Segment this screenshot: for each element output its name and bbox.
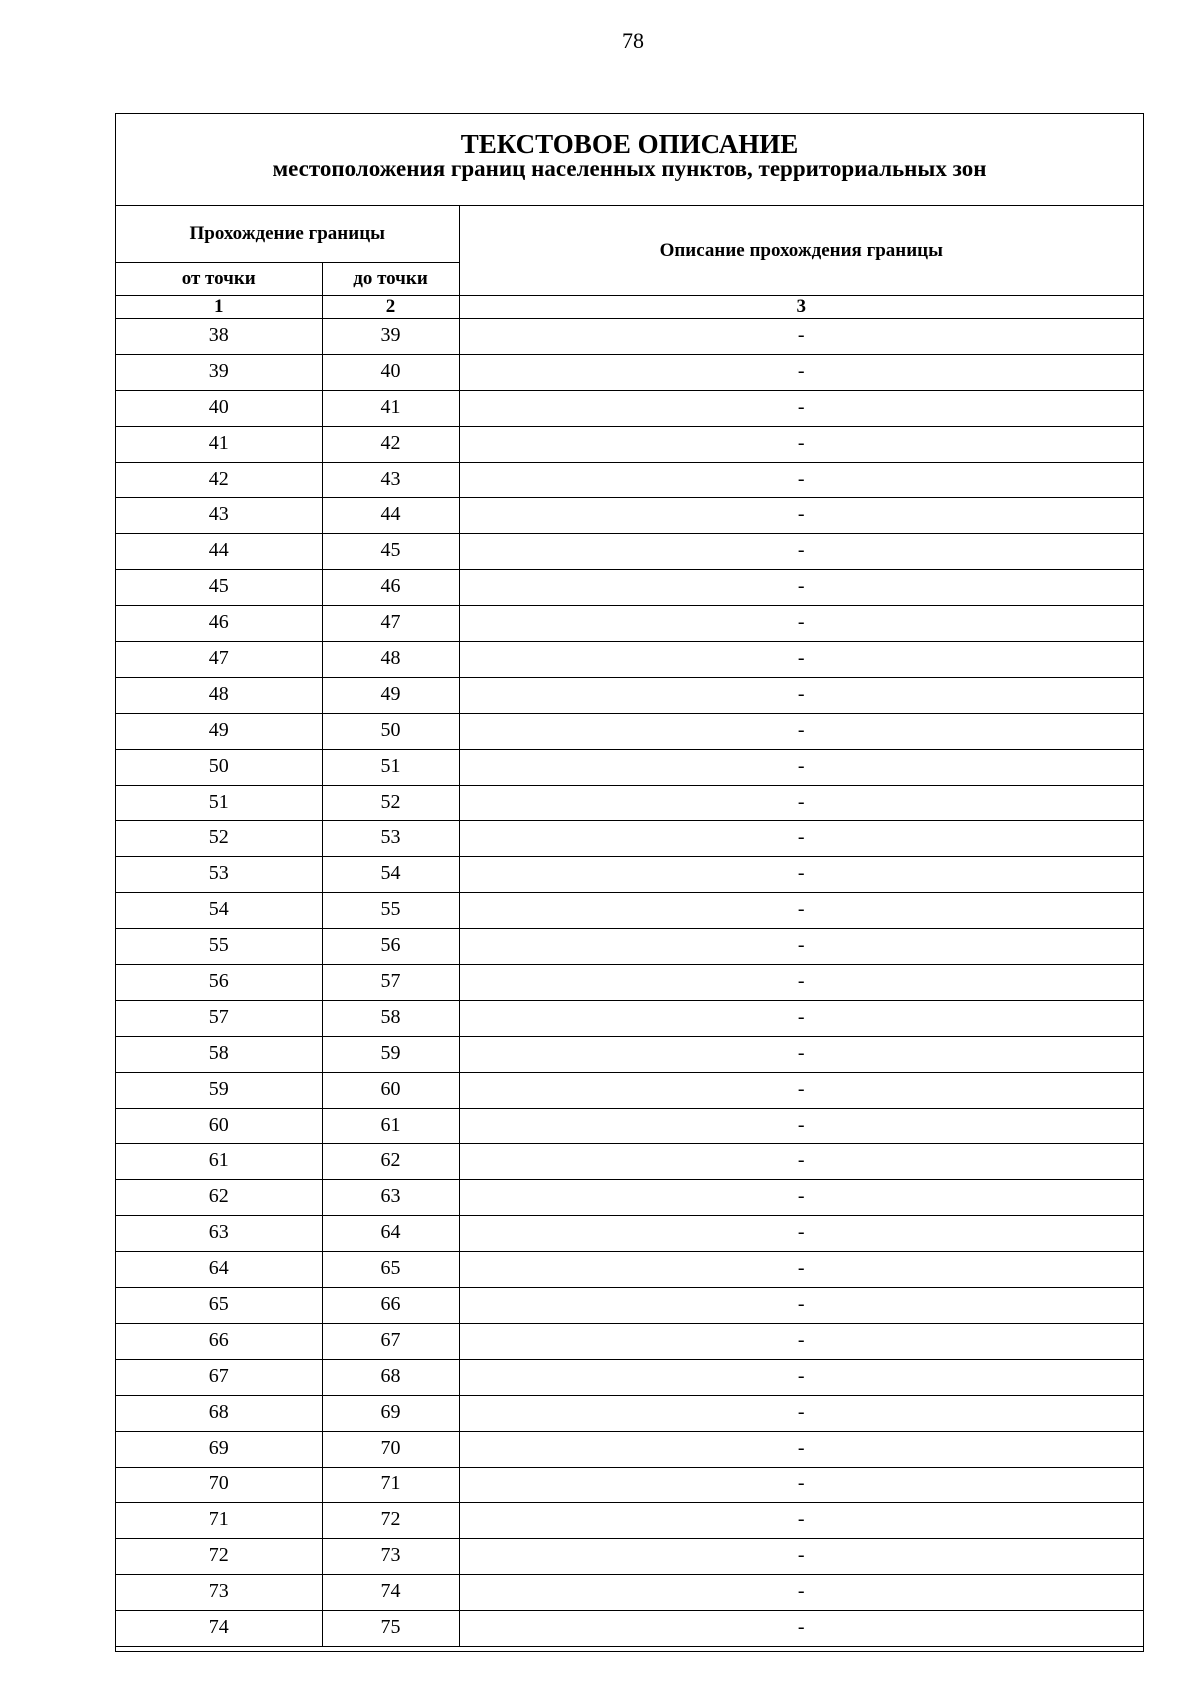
table-row [116,1395,1143,1431]
table-row [116,1000,1143,1036]
description-cell: - [459,785,1143,821]
table-row [116,534,1143,570]
table-row [116,1575,1143,1611]
to-point-cell: 62 [322,1144,459,1180]
to-point-cell: 42 [322,426,459,462]
description-cell: - [459,1323,1143,1359]
from-point-cell: 47 [116,642,322,678]
from-point-cell: 52 [116,821,322,857]
table-row [116,1036,1143,1072]
table-row [116,1611,1143,1646]
table-row [116,606,1143,642]
from-point-cell: 69 [116,1431,322,1467]
from-point-cell: 70 [116,1467,322,1503]
description-cell: - [459,1503,1143,1539]
to-point-cell: 70 [322,1431,459,1467]
table-row [116,498,1143,534]
to-point-cell: 72 [322,1503,459,1539]
table-row [116,749,1143,785]
description-cell: - [459,749,1143,785]
from-point-cell: 44 [116,534,322,570]
from-point-cell: 59 [116,1072,322,1108]
to-point-cell: 66 [322,1288,459,1324]
description-cell: - [459,462,1143,498]
description-cell: - [459,1575,1143,1611]
header-to-point: до точки [322,263,459,296]
table-row [116,785,1143,821]
description-cell: - [459,1000,1143,1036]
from-point-cell: 68 [116,1395,322,1431]
boundary-description-table [115,113,1144,1652]
from-point-cell: 60 [116,1108,322,1144]
table-row [116,1108,1143,1144]
table-row [116,1503,1143,1539]
table-row [116,1216,1143,1252]
description-cell: - [459,1072,1143,1108]
description-cell: - [459,1467,1143,1503]
table-row [116,426,1143,462]
table-row [116,857,1143,893]
to-point-cell: 71 [322,1467,459,1503]
table-row [116,1180,1143,1216]
table-row [116,390,1143,426]
table-row [116,1467,1143,1503]
document-subtitle: местоположения границ населенных пунктов, территориальных зон [272,156,987,181]
description-cell: - [459,1395,1143,1431]
from-point-cell: 71 [116,1503,322,1539]
description-cell: - [459,1359,1143,1395]
to-point-cell: 50 [322,713,459,749]
to-point-cell: 58 [322,1000,459,1036]
from-point-cell: 46 [116,606,322,642]
table-row [116,319,1143,355]
description-cell: - [459,534,1143,570]
to-point-cell: 74 [322,1575,459,1611]
boundary-table [116,206,1143,1646]
description-cell: - [459,606,1143,642]
to-point-cell: 63 [322,1180,459,1216]
table-row [116,1323,1143,1359]
to-point-cell: 43 [322,462,459,498]
from-point-cell: 43 [116,498,322,534]
table-bottom-rule [116,1646,1143,1651]
table-body [116,319,1143,1646]
table-row [116,1144,1143,1180]
to-point-cell: 73 [322,1539,459,1575]
to-point-cell: 65 [322,1252,459,1288]
table-row [116,1539,1143,1575]
to-point-cell: 44 [322,498,459,534]
table-row [116,713,1143,749]
description-cell: - [459,1252,1143,1288]
description-cell: - [459,713,1143,749]
from-point-cell: 41 [116,426,322,462]
to-point-cell: 54 [322,857,459,893]
from-point-cell: 45 [116,570,322,606]
to-point-cell: 39 [322,319,459,355]
table-row [116,1072,1143,1108]
from-point-cell: 65 [116,1288,322,1324]
from-point-cell: 56 [116,965,322,1001]
table-row [116,893,1143,929]
description-cell: - [459,1108,1143,1144]
description-cell: - [797,1616,805,1638]
from-point-cell: 66 [116,1323,322,1359]
description-cell: - [459,354,1143,390]
page-number: 78 [622,28,644,53]
from-point-cell: 67 [116,1359,322,1395]
table-row [116,1288,1143,1324]
from-point-cell: 54 [116,893,322,929]
to-point-cell: 41 [322,390,459,426]
to-point-cell: 75 [322,1611,459,1646]
from-point-cell: 72 [116,1539,322,1575]
column-number: 1 [116,296,322,319]
column-number-row [116,296,1143,319]
from-point-cell: 63 [116,1216,322,1252]
description-cell: - [459,1216,1143,1252]
from-point-cell: 62 [116,1180,322,1216]
from-point-cell: 55 [116,929,322,965]
description-cell: - [459,857,1143,893]
to-point-cell: 49 [322,677,459,713]
to-point-cell: 60 [322,1072,459,1108]
to-point-cell: 48 [322,642,459,678]
table-row [116,965,1143,1001]
from-point-cell: 40 [116,390,322,426]
from-point-cell: 64 [116,1252,322,1288]
to-point-cell: 47 [322,606,459,642]
description-cell: - [459,677,1143,713]
column-number: 3 [459,296,1143,319]
to-point-cell: 46 [322,570,459,606]
to-point-cell: 68 [322,1359,459,1395]
description-cell: - [459,642,1143,678]
description-cell: - [459,319,1143,355]
to-point-cell: 53 [322,821,459,857]
description-cell: - [459,965,1143,1001]
header-from-point: от точки [116,263,322,296]
from-point-cell: 48 [116,677,322,713]
description-cell: - [459,1144,1143,1180]
from-point-cell: 49 [116,713,322,749]
to-point-cell: 45 [322,534,459,570]
from-point-cell: 57 [116,1000,322,1036]
from-point-cell: 39 [116,354,322,390]
description-cell: - [459,498,1143,534]
from-point-cell: 53 [116,857,322,893]
description-cell: - [459,1036,1143,1072]
to-point-cell: 40 [322,354,459,390]
header-boundary-passage: Прохождение границы [116,206,459,263]
to-point-cell: 57 [322,965,459,1001]
description-cell: - [459,1180,1143,1216]
from-point-cell: 73 [116,1575,322,1611]
from-point-cell: 58 [116,1036,322,1072]
document-title: ТЕКСТОВОЕ ОПИСАНИЕ [460,129,799,159]
description-cell: - [459,821,1143,857]
description-cell: - [459,426,1143,462]
from-point-cell: 38 [116,319,322,355]
table-row [116,821,1143,857]
from-point-cell: 50 [116,749,322,785]
table-row [116,1359,1143,1395]
table-row [116,462,1143,498]
table-row [116,354,1143,390]
description-cell: - [459,1539,1143,1575]
to-point-cell: 64 [322,1216,459,1252]
table-row [116,642,1143,678]
to-point-cell: 52 [322,785,459,821]
to-point-cell: 51 [322,749,459,785]
to-point-cell: 61 [322,1108,459,1144]
description-cell: - [459,1431,1143,1467]
table-row [116,677,1143,713]
table-row [116,570,1143,606]
to-point-cell: 59 [322,1036,459,1072]
to-point-cell: 67 [322,1323,459,1359]
from-point-cell: 61 [116,1144,322,1180]
description-cell: - [459,893,1143,929]
to-point-cell: 69 [322,1395,459,1431]
from-point-cell: 74 [116,1611,322,1646]
description-cell: - [459,570,1143,606]
from-point-cell: 42 [116,462,322,498]
title-block [116,114,1143,206]
table-row [116,929,1143,965]
description-cell: - [459,929,1143,965]
table-row [116,1252,1143,1288]
description-cell: - [459,1288,1143,1324]
description-cell: - [459,390,1143,426]
to-point-cell: 56 [322,929,459,965]
column-number: 2 [322,296,459,319]
from-point-cell: 51 [116,785,322,821]
to-point-cell: 55 [322,893,459,929]
header-description: Описание прохождения границы [459,206,1143,296]
table-row [116,1431,1143,1467]
